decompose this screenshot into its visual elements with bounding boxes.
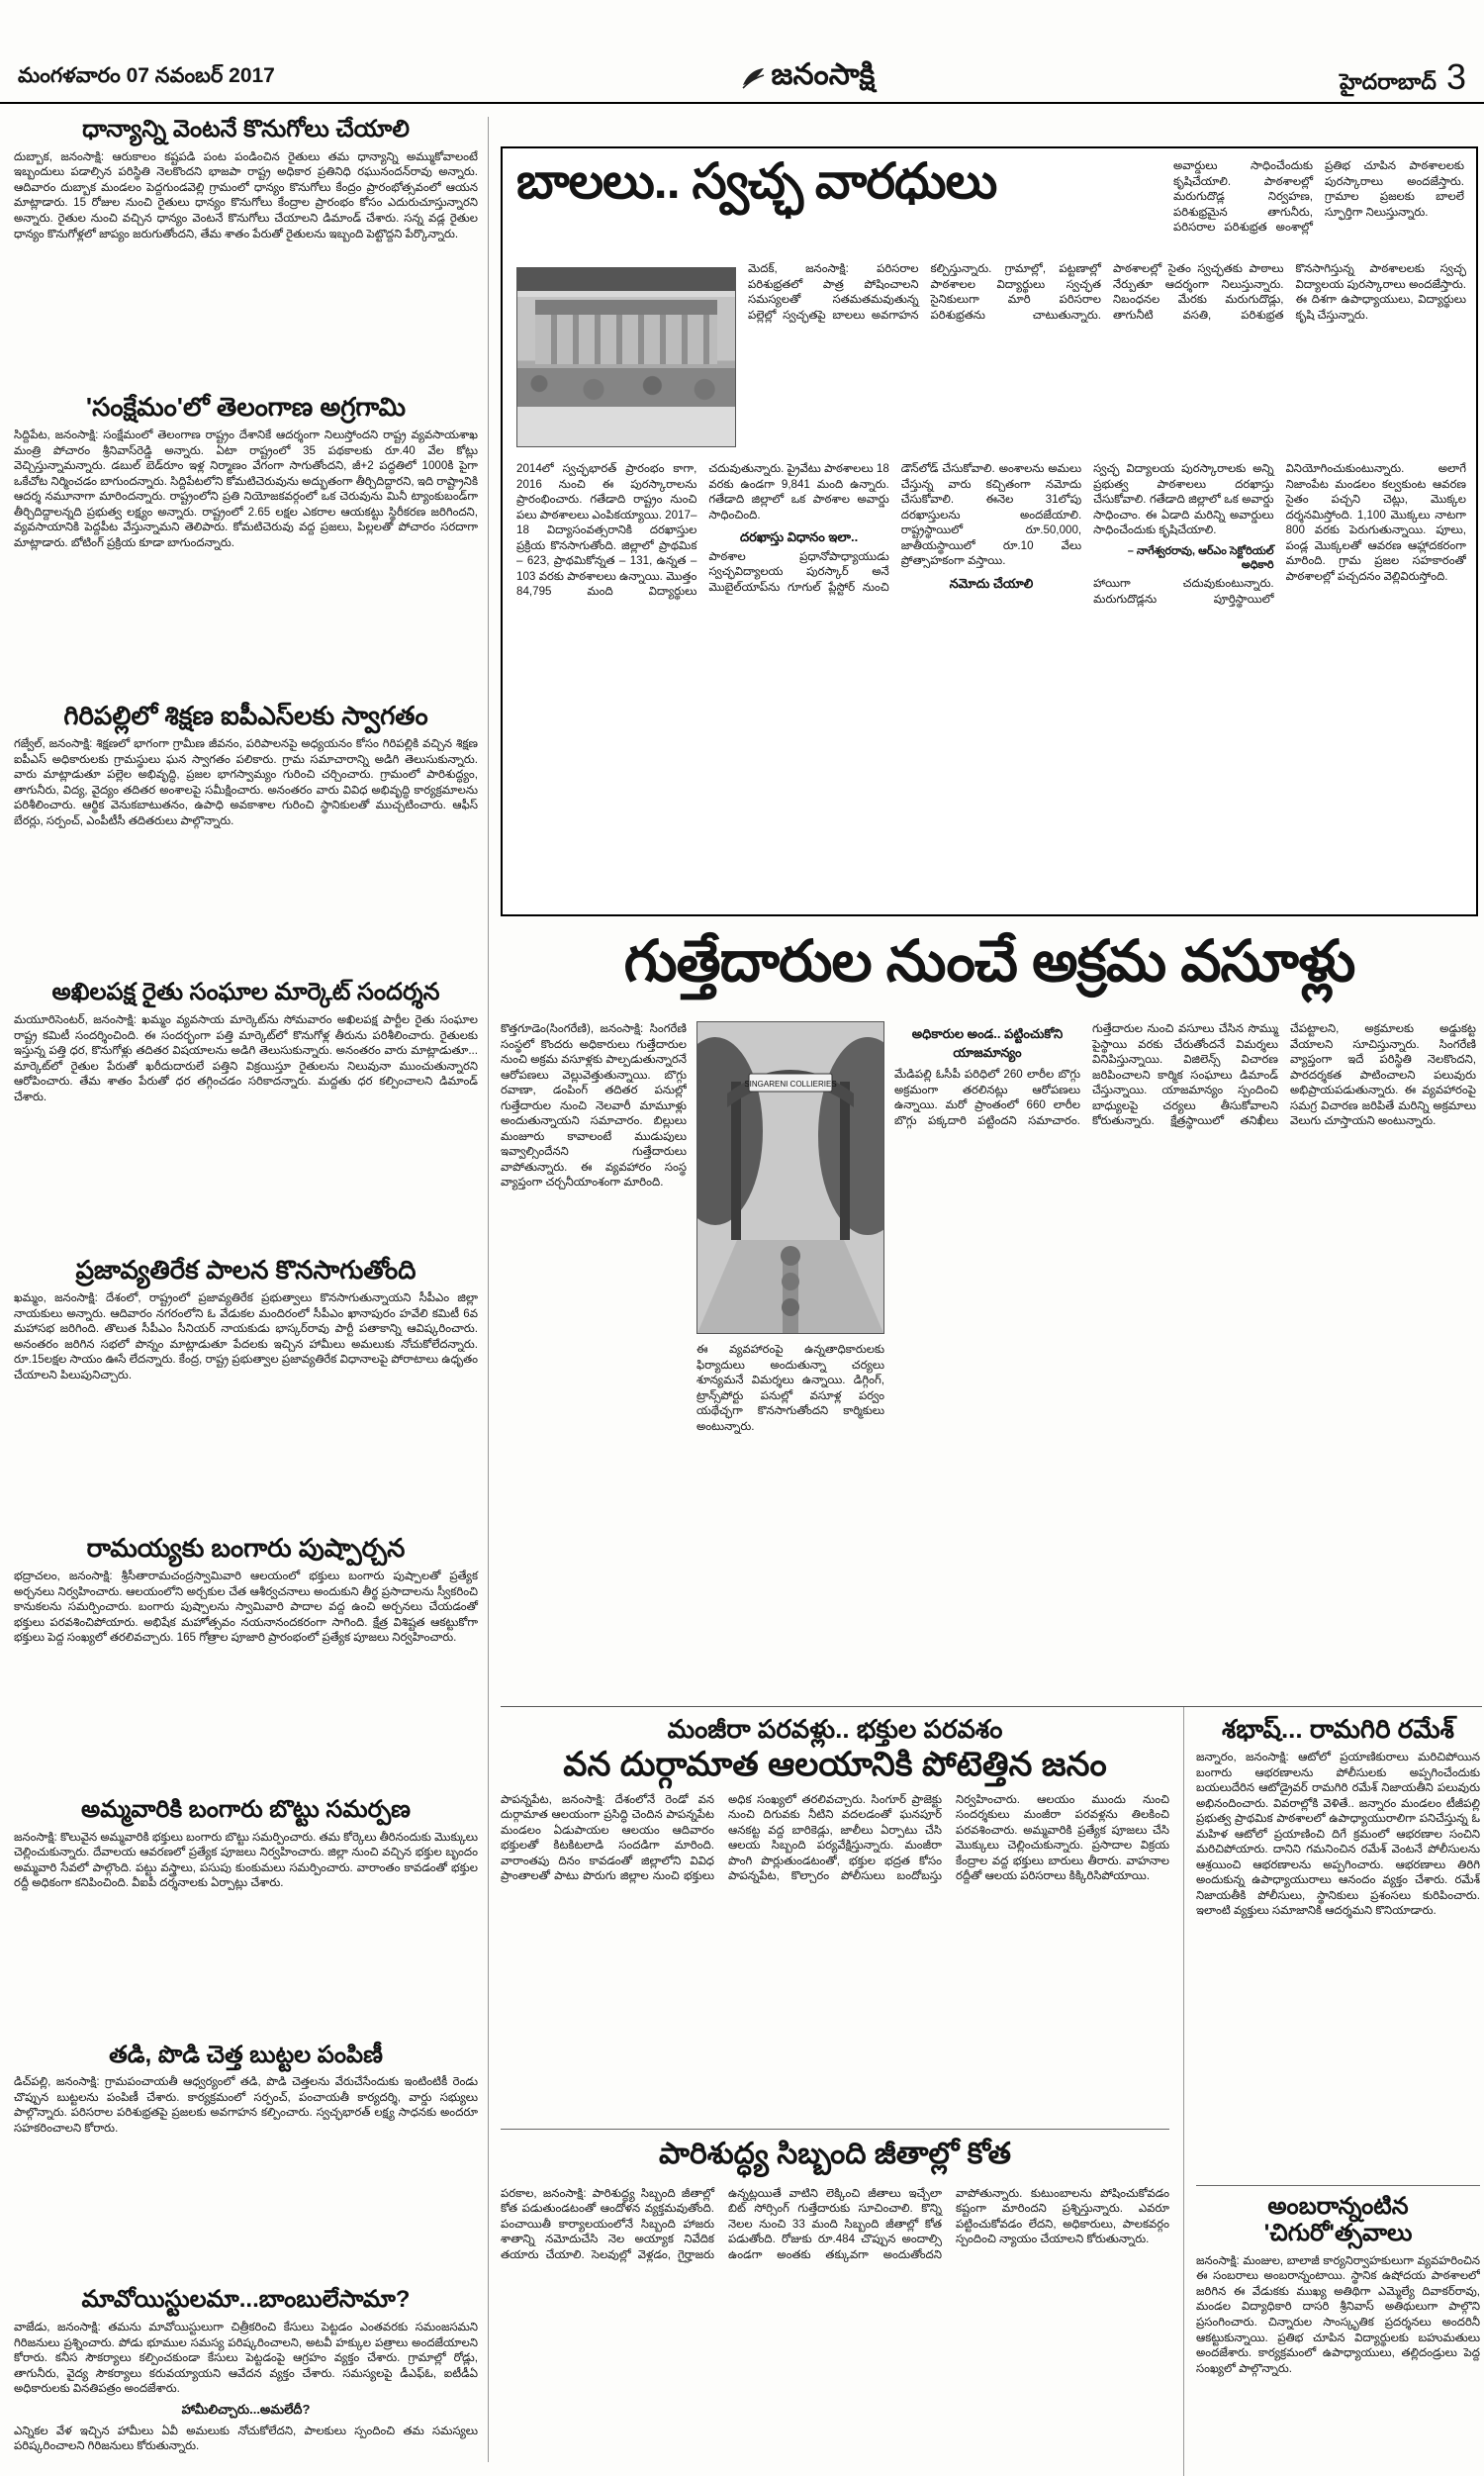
edition-city: హైదరాబాద్ xyxy=(1339,69,1437,94)
chiguro-headline: అంబరాన్నంటిన 'చిగురో'త్సవాలు xyxy=(1263,2193,1413,2246)
edition xyxy=(1340,56,1466,100)
masthead-leaf-icon xyxy=(740,65,766,91)
singareni-story xyxy=(501,1017,1478,1700)
lead-story-attribution: – నాగేశ్వరరావు, ఆర్‌ఎం సెక్టోరియల్ అధికారి xyxy=(1127,544,1274,572)
singareni-col3: మేడిపల్లి ఓసీపీ పరిధిలో 260 లారీల బొగ్గు అక్రమంగా తరలినట్లు ఆరోపణలు ఉన్నాయి. మరో ప్రాంతంలో 660 లారీల బొగ్గు పక్కదారి పట్టిందని సమాచారం. గుత్తేదారుల నుంచి వసూలు చేసిన సొమ్ము పైస్థాయి వరకు చేరుతోందనే విమర్శలు వినిపిస్తున్నాయి. విజిలెన్స్ విచారణ జరిపించాలని కార్మిక సంఘాలు డిమాండ్ చేస్తున్నాయి. యాజమాన్యం స్పందించి బాధ్యులపై చర్యలు తీసుకోవాలని కోరుతున్నారు. క్షేత్రస్థాయిలో తనిఖీలు చేపట్టాలని, అక్రమాలకు అడ్డుకట్ట వేయాలని సూచిస్తున్నారు. సింగరేణి వ్యాప్తంగా ఇదే పరిస్థితి నెలకొందని, పారదర్శకత పాటించాలని పలువురు అభిప్రాయపడుతున్నారు. ఈ వ్యవహారంపై సమగ్ర విచారణ జరిపితే మరిన్ని అక్రమాలు వెలుగు చూస్తాయని అంటున్నారు. xyxy=(894,1022,1476,1128)
left-column xyxy=(14,117,489,2462)
singareni-col1: కొత్తగూడెం(సింగరేణి), జనంసాక్షి: సింగరేణి సంస్థలో కొందరు అధికారులు గుత్తేదారుల నుంచి అక్రమ వసూళ్లకు పాల్పడుతున్నారనే ఆరోపణలు వెల్లువెత్తుతున్నాయి. బొగ్గు రవాణా, డంపింగ్ తదితర పనుల్లో గుత్తేదారుల నుంచి నెలవారీ మామూళ్లు అందుతున్నాయని సమాచారం. బిల్లులు మంజూరు కావాలంటే ముడుపులు ఇవ్వాల్సిందేనని గుత్తేదారులు వాపోతున్నారు. ఈ వ్యవహారం సంస్థ వ్యాప్తంగా చర్చనీయాంశంగా మారింది. xyxy=(501,1022,687,1190)
lead-story-headline: బాలలు.. స్వచ్ఛ వారధులు xyxy=(516,153,997,209)
singareni-headline: గుత్తేదారుల నుంచే అక్రమ వసూళ్లు xyxy=(623,929,1355,994)
article-headline: అఖిలపక్ష రైతు సంఘాల మార్కెట్ సందర్శన xyxy=(51,979,440,1006)
page-number: 3 xyxy=(1445,56,1466,97)
article-headline: మావోయిస్టులమా...బాంబులేసామా? xyxy=(81,2286,411,2314)
article-headline: 'సంక్షేమం'లో తెలంగాణ అగ్రగామి xyxy=(85,391,407,422)
colliery-gate-photo xyxy=(696,1021,884,1334)
article-body: వాజేడు, జనంసాక్షి: తమను మావోయిస్టులుగా చిత్రీకరించి కేసులు పెట్టడం ఎంతవరకు సమంజసమని గిరిజనులు ప్రశ్నించారు. పోడు భూముల సమస్య పరిష్కరించాలని, అటవీ హక్కుల పత్రాలు అందజేయాలని కోరారు. కనీస సౌకర్యాలు కల్పించకుండా కేసులు పెట్టడంపై ఆగ్రహం వ్యక్తం చేశారు. గ్రామాల్లో రోడ్లు, తాగునీరు, వైద్య సౌకర్యాలు కరువయ్యాయని ఆవేదన వ్యక్తం చేశారు. సమస్యలపై డీఎఫ్ఓ, ఐటీడీఏ అధికారులకు వినతిపత్రం అందజేశారు. xyxy=(14,2321,478,2396)
lead-story-subhead-apply: దరఖాస్తు విధానం ఇలా.. xyxy=(739,529,859,545)
manjeera-headline: వన దుర్గామాత ఆలయానికి పోటెత్తిన జనం xyxy=(563,1745,1107,1783)
article-headline: రామయ్యకు బంగారు పుష్పార్చన xyxy=(86,1533,406,1564)
article-headline: ధాన్యాన్ని వెంటనే కొనుగోలు చేయాలి xyxy=(82,116,410,143)
masthead xyxy=(740,58,876,99)
lead-story-paragraph: స్వచ్ఛ విద్యాలయ పురస్కారాలకు అన్ని ప్రభుత్వ పాఠశాలలు దరఖాస్తు చేసుకోవాలి. గతేడాది జిల్లాలో ఒక అవార్డు సాధించాం. ఈ ఏడాది మరిన్ని అవార్డులు సాధించేందుకు కృషిచేయాలి. xyxy=(1093,462,1274,537)
article-headline: తడి, పొడి చెత్త బుట్టల పంపిణీ xyxy=(109,2041,383,2068)
photo-caption-band xyxy=(517,268,735,291)
school-photo xyxy=(516,267,736,447)
lead-story-box xyxy=(501,146,1478,916)
article-headline: ప్రజావ్యతిరేక పాలన కొనసాగుతోంది xyxy=(75,1255,417,1286)
article-ips-trainees xyxy=(14,702,478,828)
lead-story-intro: అవార్డులు సాధించేందుకు కృషిచేయాలి. పాఠశాలల్లో మరుగుదొడ్ల నిర్వహణ, పరిశుభ్రమైన తాగునీరు, పరిసరాల పరిశుభ్రత అంశాల్లో ప్రతిభ చూపిన పాఠశాలలకు పురస్కారాలు అందజేస్తారు. గ్రామాల ప్రజలకు బాలలే స్ఫూర్తిగా నిలుస్తున్నారు. xyxy=(1173,159,1464,235)
article-golden-flowers xyxy=(14,1534,478,1646)
lead-story-body: మెదక్, జనంసాక్షి: పరిసరాల పరిశుభ్రతలో పాత్ర పోషించాలని సమస్యలతో సతమతమవుతున్న పల్లెల్లో స్వచ్ఛతపై బాలలు అవగాహన కల్పిస్తున్నారు. గ్రామాల్లో, పట్టణాల్లో పాఠశాలల విద్యార్థులు స్వచ్ఛత సైనికులుగా మారి పరిసరాల పరిశుభ్రతను చాటుతున్నారు. పాఠశాలల్లో సైతం స్వచ్ఛతకు పాఠాలు నేర్పుతూ ఆదర్శంగా నిలుస్తున్నారు. నిబంధనల మేరకు మరుగుదొడ్లు, తాగునీటి వసతి, పరిశుభ్రత కొనసాగిస్తున్న పాఠశాలలకు స్వచ్ఛ విద్యాలయ పురస్కారాలు అందజేస్తారు. ఈ దిశగా ఉపాధ్యాయులు, విద్యార్థులు కృషి చేస్తున్నారు. xyxy=(748,262,1466,322)
article-body-continued: ఎన్నికల వేళ ఇచ్చిన హామీలు ఏవీ అమలుకు నోచుకోలేదని, పాలకులు స్పందించి తమ సమస్యలు పరిష్కరించాలని గిరిజనులు కోరుతున్నారు. xyxy=(14,2424,478,2453)
manjeera-kicker: మంజీరా పరవళ్లు.. భక్తుల పరవశం xyxy=(667,1714,1003,1744)
singareni-cols xyxy=(894,1021,1476,1696)
sanitation-story xyxy=(501,2129,1169,2384)
chiguro-body: జనంసాక్షి: మంజుల, బాలాజీ కార్యనిర్వాహకులుగా వ్యవహరించిన ఈ సంబరాలు అంబరాన్నంటాయి. స్థానిక ఉషోదయ పాఠశాలలో జరిగిన ఈ వేడుకకు ముఖ్య అతిథిగా ఎమ్మెల్యే దివాకర్‌రావు, మండల విద్యాధికారి దాసరి శ్రీనివాస్ అతిథులుగా పాల్గొని ప్రసంగించారు. చిన్నారుల సాంస్కృతిక ప్రదర్శనలు అందరినీ ఆకట్టుకున్నాయి. ప్రతిభ చూపిన విద్యార్థులకు బహుమతులు అందజేశారు. కార్యక్రమంలో ఉపాధ్యాయులు, తల్లిదండ్రులు పెద్ద సంఖ్యలో పాల్గొన్నారు. xyxy=(1196,2253,1480,2375)
lead-story-paragraph: 2014లో స్వచ్ఛభారత్ ప్రారంభం కాగా, 2016 నుంచి ఈ పురస్కారాలను ప్రారంభించారు. గతేడాది రాష్ట్రం నుంచి పలు పాఠశాలలు ఎంపికయ్యాయి. 2017–18 విద్యాసంవత్సరానికి దరఖాస్తుల ప్రక్రియ కొనసాగుతోంది. జిల్లాలో ప్రాథమిక – 623, ప్రాథమికోన్నత – 131, ఉన్నత – 103 వరకు పాఠశాలలు ఉన్నాయి. మొత్తం 84,795 మంది విద్యార్థులు చదువుతున్నారు. ప్రైవేటు పాఠశాలలు 18 వరకు ఉండగా 9,841 మంది ఉన్నారు. గతేడాది జిల్లాలో ఒక పాఠశాల అవార్డు సాధించింది. xyxy=(516,462,889,599)
manjeera-body: పాపన్నపేట, జనంసాక్షి: దేశంలోనే రెండో వన దుర్గామాత ఆలయంగా ప్రసిద్ధి చెందిన పాపన్నపేట మండలం ఏడుపాయల ఆలయం ఆదివారం భక్తులతో కిటకిటలాడి సందడిగా మారింది. వారాంతపు దినం కావడంతో జిల్లాలోని వివిధ ప్రాంతాలతో పాటు పొరుగు జిల్లాల నుంచి భక్తులు అధిక సంఖ్యలో తరలివచ్చారు. సింగూర్ ప్రాజెక్టు నుంచి దిగువకు నీటిని వదలడంతో ఘనపూర్ ఆనకట్ట వద్ద బారికెడ్లు, జాలీలు ఏర్పాటు చేసి ఆలయ సిబ్బంది పర్యవేక్షిస్తున్నారు. మంజీరా పొంగి పొర్లుతుండటంతో, భక్తుల భద్రత కోసం పాపన్నపేట, కొల్చారం పోలీసులు బందోబస్తు నిర్వహించారు. ఆలయం ముందు నుంచి సందర్శకులు మంజీరా పరవళ్లను తిలకించి పరవశించారు. అమ్మవారికి ప్రత్యేక పూజలు చేసి మొక్కులు చెల్లించుకున్నారు. ప్రసాదాల విక్రయ కేంద్రాల వద్ద భక్తులు బారులు తీరారు. వాహనాల రద్దీతో ఆలయ పరిసరాలు కిక్కిరిసిపోయాయి. xyxy=(501,1792,1169,1883)
article-body: ఖమ్మం, జనంసాక్షి: దేశంలో, రాష్ట్రంలో ప్రజావ్యతిరేక ప్రభుత్వాలు కొనసాగుతున్నాయని సీపీఎం జిల్లా నాయకులు అన్నారు. ఆదివారం నగరంలోని ఓ వేడుకల మందిరంలో సీపీఎం ఖానాపురం హవేలి కమిటీ 6వ మహాసభ జరిగింది. తొలుత సీపీఎం సీనియర్ నాయకుడు భాస్కర్‌రావు పార్టీ పతాకాన్ని ఆవిష్కరించారు. అనంతరం జరిగిన సభలో పొన్నం మాట్లాడుతూ పేదలకు ఇచ్చిన హామీలు అమలుకు నోచుకోలేదన్నారు. రూ.15లక్షల సాయం ఊసే లేదన్నారు. కేంద్ర, రాష్ట్ర ప్రభుత్వాల ప్రజావ్యతిరేక విధానాలపై పోరాటాలు ఉధృతం చేయాలని పిలుపునిచ్చారు. xyxy=(14,1291,478,1381)
article-dustbins xyxy=(14,2043,478,2137)
lead-story-subhead-register: నమోదు చేయాలి xyxy=(949,575,1034,591)
manjeera-story xyxy=(501,1707,1169,2476)
main-area xyxy=(501,111,1482,2475)
article-body: మయూరిసెంటర్, జనంసాక్షి: ఖమ్మం వ్యవసాయ మార్కెట్‌ను సోమవారం అఖిలపక్ష పార్టీల రైతు సంఘాల రాష్ట్ర కమిటీ సందర్శించింది. ఈ సందర్భంగా పత్తి మార్కెట్‌లో కొనుగోళ్ల తీరును పరిశీలించారు. రైతులకు ఇస్తున్న పత్తి ధర, కొనుగోళ్లు తదితర విషయాలను అడిగి తెలుసుకున్నారు. అనంతరం వారు మాట్లాడుతూ... మార్కెట్‌లో రైతుల పేరుతో ఖరీదుదారులే పత్తిని విక్రయిస్తూ రైతులను నిలువునా ముంచుతున్నారని ఆరోపించారు. తేమ శాతం పేరుతో ధర తగ్గించడం సరికాదన్నారు. మద్దతు ధర కల్పించాలని డిమాండ్ చేశారు. xyxy=(14,1013,478,1103)
article-subhead: హామీలిచ్చారు...అమలేదీ? xyxy=(181,2401,311,2417)
article-body: జనంసాక్షి: కొలువైన అమ్మవారికి భక్తులు బంగారు బొట్టు సమర్పించారు. తమ కోర్కెలు తీరినందుకు మొక్కులు చెల్లించుకున్నారు. దేవాలయ ఆవరణలో ప్రత్యేక పూజలు నిర్వహించారు. జిల్లా నుంచి వచ్చిన భక్తుల బృందం అమ్మవారి సేవలో పాల్గొంది. పట్టు వస్త్రాలు, పసుపు కుంకుమలు సమర్పించారు. వారాంతం కావడంతో భక్తుల రద్దీ అధికంగా కనిపించింది. వీఐపీ దర్శనాలకు ఏర్పాట్లు చేశారు. xyxy=(14,1830,478,1890)
right-bottom-column xyxy=(1183,1707,1480,2476)
shabash-headline: శభాష్... రామగిరి రమేశ్ xyxy=(1222,1714,1454,1744)
masthead-title: జనంసాక్షి xyxy=(771,57,876,91)
shabash-body: జన్నారం, జనంసాక్షి: ఆటోలో ప్రయాణికురాలు మరిచిపోయిన బంగారు ఆభరణాలను పోలీసులకు అప్పగించేందుకు బయలుదేరిన ఆటోడ్రైవర్ రామగిరి రమేశ్ నిజాయతీని పలువురు అభినందించారు. వివరాల్లోకి వెళితే.. జన్నారం మండలం టీజీపల్లి ప్రభుత్వ ప్రాథమిక పాఠశాలలో ఉపాధ్యాయురాలిగా పనిచేస్తున్న ఓ మహిళ ఆటోలో ప్రయాణించి దిగే క్రమంలో ఆభరణాల సంచిని మరిచిపోయారు. దానిని గమనించిన రమేశ్ వెంటనే పోలీసులను ఆశ్రయించి ఆభరణాలను అప్పగించారు. ఆభరణాలు తిరిగి అందుకున్న ఉపాధ్యాయురాలు ఆనందం వ్యక్తం చేశారు. రమేశ్ నిజాయతీకి పోలీసులు, స్థానికులు ప్రశంసలు కురిపించారు. ఇలాంటి వ్యక్తులు సమాజానికి ఆదర్శమని కొనియాడారు. xyxy=(1196,1751,1480,1918)
page-header xyxy=(0,54,1484,104)
article-body: దుబ్బాక, జనంసాక్షి: ఆరుకాలం కష్టపడి పంట పండించిన రైతులు తమ ధాన్యాన్ని అమ్ముకోవాలంటే ఇబ్బందులు పడాల్సిన పరిస్థితి నెలకొందని భాజపా రాష్ట్ర అధికార ప్రతినిధి రఘునందన్‌రావు అన్నారు. ఆదివారం దుబ్బాక మండలం పెద్దగుండవెల్లి గ్రామంలో ధాన్యం కొనుగోలు కేంద్రం ప్రారంభోత్సవంలో ఆయన మాట్లాడారు. 15 రోజుల నుంచి రైతులు ధాన్యం కొనుగోలు కేంద్రాల ప్రారంభం కోసం ఎదురుచూస్తున్నారని అన్నారు. రైతుల నుంచి వచ్చిన ధాన్యం వెంటనే కొనుగోలు చేయాలని డిమాండ్ చేశారు. సన్న వడ్ల రైతుల ధాన్యం కొనుగోళ్లలో జాప్యం జరుగుతోందని, తేమ శాతం పేరుతో రైతులను ఇబ్బంది పెట్టొద్దని పేర్కొన్నారు. xyxy=(14,149,478,240)
article-headline: గిరిపల్లిలో శిక్షణ ఐపీఎస్‌లకు స్వాగతం xyxy=(63,701,428,731)
colliery-sign-text: SINGARENI COLLIERIES xyxy=(744,1080,837,1089)
article-maoists-question xyxy=(14,2287,478,2454)
article-body: సిద్దిపేట, జనంసాక్షి: సంక్షేమంలో తెలంగాణ రాష్ట్రం దేశానికే ఆదర్శంగా నిలుస్తోందని రాష్ట్ర వ్యవసాయశాఖ మంత్రి పోచారం శ్రీనివాస్‌రెడ్డి అన్నారు. ఏటా రాష్ట్రంలో 35 పథకాలకు రూ.40 వేల కోట్లు వెచ్చిస్తున్నామన్నారు. డబుల్ బెడ్‌రూం ఇళ్ల నిర్మాణం వేగంగా సాగుతోందని, జీ+2 పద్ధతిలో 1000కి పైగా ఒకేచోట నిర్మించడం బాగుందన్నారు. సిద్దిపేటలోని కోమటిచెరువును అద్భుతంగా తీర్చిదిద్దారని, ఇది రాష్ట్రానికి ఆదర్శ నమూనాగా మారిందన్నారు. రాష్ట్రంలోని ప్రతి నియోజకవర్గంలో ఒక చెరువును మినీ ట్యాంకుబండ్‌గా తీర్చిదిద్దాలన్నది ప్రభుత్వ లక్ష్యం అన్నారు. రాష్ట్రంలో 2.65 లక్షల ఎకరాల ఆయకట్టు స్థిరీకరణ జరిగిందని, వ్యవసాయానికి పెద్దపీట వేస్తున్నామని తెలిపారు. కోమటిచెరువు వద్ద ప్రజలు, పిల్లలతో పోచారం సరదాగా మాట్లాడారు. బోటింగ్ ప్రక్రియ కూడా బాగుందన్నారు. xyxy=(14,428,478,549)
article-headline: అమ్మవారికి బంగారు బొట్టు సమర్పణ xyxy=(81,1795,411,1823)
sanitation-headline: పారిశుద్ధ్య సిబ్బంది జీతాల్లో కోత xyxy=(659,2137,1011,2170)
lead-story-paragraph: హాయిగా చదువుకుంటున్నారు. మరుగుదొడ్లను పూర్తిస్థాయిలో వినియోగించుకుంటున్నారు. అలాగే నిజాంపేట మండలం కల్వకుంట ఆవరణ సైతం పచ్చని చెట్లు, మొక్కల దర్శనమిస్తోంది. 1,100 మొక్కలు నాటగా 800 వరకు పెరుగుతున్నాయి. పూలు, పండ్ల మొక్కలతో ఆవరణ ఆహ్లాదకరంగా మారింది. గ్రామ ప్రజల సహకారంతో పాఠశాలల్లో పచ్చదనం వెల్లివిరుస్తోంది. xyxy=(1093,462,1466,606)
singareni-col2: ఈ వ్యవహారంపై ఉన్నతాధికారులకు ఫిర్యాదులు అందుతున్నా చర్యలు శూన్యమనే విమర్శలు ఉన్నాయి. డిగ్గింగ్, ట్రాన్స్‌పోర్టు పనుల్లో వసూళ్ల పర్వం యథేచ్ఛగా కొనసాగుతోందని కార్మికులు అంటున్నారు. xyxy=(696,1343,884,1433)
article-golden-bottu xyxy=(14,1797,478,1891)
article-body: గజ్వేల్, జనంసాక్షి: శిక్షణలో భాగంగా గ్రామీణ జీవనం, పరిపాలనపై అధ్యయనం కోసం గిరిపల్లికి వచ్చిన శిక్షణ ఐపీఎస్ అధికారులకు గ్రామస్థులు ఘన స్వాగతం పలికారు. గ్రామ సమాచారాన్ని అడిగి తెలుసుకున్నారు. వారు మాట్లాడుతూ పల్లెల అభివృద్ధి, ప్రజల భాగస్వామ్యం గురించి చర్చించారు. గ్రామంలో పారిశుద్ధ్యం, తాగునీరు, విద్య, వైద్యం తదితర అంశాలపై సమీక్షించారు. అనంతరం వారు వివిధ అభివృద్ధి కార్యక్రమాలను పరిశీలించారు. ఆర్థిక వెనుకబాటుతనం, ఉపాధి అవకాశాల గురించి స్థానికులతో ముచ్చటించారు. ఆఫీస్ బేరర్లు, సర్పంచ్, ఎంపీటీసీ తదితరులు పాల్గొన్నారు. xyxy=(14,737,478,827)
article-body: భద్రాచలం, జనంసాక్షి: శ్రీసీతారామచంద్రస్వామివారి ఆలయంలో భక్తులు బంగారు పుష్పాలతో ప్రత్యేక అర్చనలు నిర్వహించారు. ఆలయంలోని అర్చకుల చేత ఆశీర్వచనాలు అందుకుని తీర్థ ప్రసాదాలను స్వీకరించి కానుకలను సమర్పించారు. బంగారు పుష్పాలను స్వామివారి పాదాల వద్ద ఉంచి అర్చనలు చేయడంతో భక్తులు పరవశించిపోయారు. అభిషేక మహోత్సవం నయనానందకరంగా సాగింది. క్షేత్ర విశిష్టత ఆకట్టుకోగా భక్తులు పెద్ద సంఖ్యలో తరలివచ్చారు. 165 గోత్రాల పూజారి ప్రారంభంలో ప్రత్యేక పూజలు నిర్వహించారు. xyxy=(14,1570,478,1645)
divider xyxy=(1196,2185,1480,2186)
article-anti-people-rule xyxy=(14,1256,478,1382)
lead-story-body-lower xyxy=(516,461,1466,908)
lead-story-paragraph: పాఠశాల ప్రధానోపాధ్యాయుడు స్వచ్ఛవిద్యాలయ పురస్కార్ అనే మొబైల్‌యాప్‌ను గూగుల్ ప్లేస్టోర్ నుంచి డౌన్‌లోడ్ చేసుకోవాలి. అంశాలను అమలు చేస్తున్న వారు కచ్చితంగా నమోదు చేసుకోవాలి. ఈనెల 31లోపు దరఖాస్తులను అందజేయాలి. రాష్ట్రస్థాయిలో రూ.50,000, జాతీయస్థాయిలో రూ.10 వేలు ప్రోత్సాహకంగా వస్తాయి. xyxy=(708,462,1082,594)
article-paddy-procurement xyxy=(14,117,478,241)
issue-date: మంగళవారం 07 నవంబర్ 2017 xyxy=(18,63,275,87)
article-welfare-telangana xyxy=(14,393,478,550)
singareni-subhead: అధికారుల అండ.. పట్టించుకోని యాజమాన్యం xyxy=(911,1026,1064,1060)
sanitation-body: పరకాల, జనంసాక్షి: పారిశుద్ధ్య సిబ్బంది జీతాల్లో కోత పడుతుండటంతో ఆందోళన వ్యక్తమవుతోంది. పంచాయితీ కార్యాలయంలోనే సిబ్బంది హాజరు శాతాన్ని నమోదుచేసి నెల అయ్యాక నివేదిక తయారు చేయాలి. సెలవుల్లో వెళ్లడం, గైర్హాజరు ఉన్నట్లయితే వాటిని లెక్కించి జీతాలు ఇచ్చేలా బిట్ సోర్సింగ్ గుత్తేదారుకు సూచించాలి. కొన్ని నెలల నుంచి 33 మంది సిబ్బంది జీతాల్లో కోత పడుతోంది. రోజుకు రూ.484 చొప్పున అందాల్సి ఉండగా అంతకు తక్కువగా అందుతోందని వాపోతున్నారు. కుటుంబాలను పోషించుకోవడం కష్టంగా మారిందని ప్రశ్నిస్తున్నారు. ఎవరూ పట్టించుకోవడం లేదని, అధికారులు, పాలకవర్గం స్పందించి న్యాయం చేయాలని కోరుతున్నారు. xyxy=(501,2186,1169,2261)
bottom-row xyxy=(501,1706,1482,2476)
article-market-visit xyxy=(14,980,478,1104)
article-body: డిచ్‌పల్లి, జనంసాక్షి: గ్రామపంచాయతీ ఆధ్వర్యంలో తడి, పొడి చెత్తలను వేరుచేసేందుకు ఇంటింటికీ రెండు చొప్పున బుట్టలను పంపిణీ చేశారు. కార్యక్రమంలో సర్పంచ్, పంచాయతీ కార్యదర్శి, వార్డు సభ్యులు పాల్గొన్నారు. పరిసరాల పరిశుభ్రతపై ప్రజలకు అవగాహన కల్పించారు. స్వచ్ఛభారత్ లక్ష్య సాధనకు అందరూ సహకరించాలని కోరారు. xyxy=(14,2075,478,2135)
